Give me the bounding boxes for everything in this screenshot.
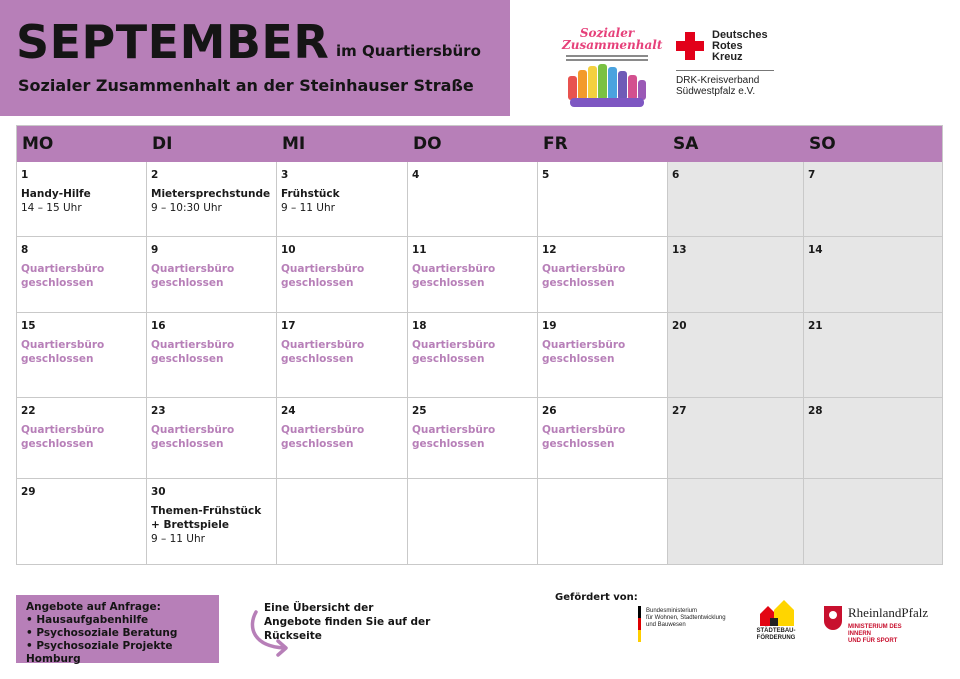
day-number: 8 xyxy=(21,244,29,256)
day-number: 18 xyxy=(412,320,427,332)
calendar-day-cell xyxy=(668,237,804,313)
office-closed-note: Quartiersbüro geschlossen xyxy=(542,424,626,450)
weekday-di: DI xyxy=(152,134,173,154)
calendar-day-cell xyxy=(668,479,804,564)
office-closed-note: Quartiersbüro geschlossen xyxy=(412,424,496,450)
weekday-mo: MO xyxy=(22,134,54,154)
calendar-day-cell xyxy=(277,237,408,313)
calendar-day-cell xyxy=(538,398,668,479)
logo-text-line1: Sozialer xyxy=(579,26,635,40)
day-number: 30 xyxy=(151,486,166,498)
day-number: 2 xyxy=(151,169,159,181)
day-number: 1 xyxy=(21,169,29,181)
calendar-day-cell xyxy=(408,398,538,479)
calendar-day-cell xyxy=(17,313,147,398)
rlp-ministry: MINISTERIUM DES INNERN UND FÜR SPORT xyxy=(848,624,902,644)
day-number: 4 xyxy=(412,169,420,181)
offer-item: • Psychosoziale Projekte Homburg xyxy=(26,640,209,666)
sozialer-zusammenhalt-logo xyxy=(562,26,663,108)
office-closed-note: Quartiersbüro geschlossen xyxy=(281,263,365,289)
office-closed-note: Quartiersbüro geschlossen xyxy=(412,263,496,289)
calendar-day-cell xyxy=(147,479,277,564)
office-closed-note: Quartiersbüro geschlossen xyxy=(21,339,105,365)
calendar-day-cell xyxy=(277,162,408,237)
office-closed-note: Quartiersbüro geschlossen xyxy=(281,339,365,365)
day-number: 13 xyxy=(672,244,687,256)
month-title: SEPTEMBER xyxy=(16,15,330,69)
logo-text-line2: Zusammenhalt xyxy=(562,38,663,52)
coat-of-arms-icon xyxy=(824,606,842,630)
german-flag-icon xyxy=(638,606,641,642)
hands-logo-graphic xyxy=(562,62,652,110)
office-closed-note: Quartiersbüro geschlossen xyxy=(151,424,235,450)
drk-divider xyxy=(676,70,774,71)
event-time: 9 – 10:30 Uhr xyxy=(151,202,222,214)
event-time: 9 – 11 Uhr xyxy=(281,202,335,214)
calendar-day-cell xyxy=(408,162,538,237)
drk-name: Deutsches Rotes Kreuz xyxy=(712,29,768,63)
day-number: 28 xyxy=(808,405,823,417)
page-subtitle: Sozialer Zusammenhalt an der Steinhauser Straße xyxy=(18,76,474,95)
calendar-day-cell xyxy=(277,479,408,564)
calendar-day-cell xyxy=(147,162,277,237)
day-number: 27 xyxy=(672,405,687,417)
day-number: 15 xyxy=(21,320,36,332)
place-label: im Quartiersbüro xyxy=(336,42,481,60)
calendar-day-cell xyxy=(668,162,804,237)
day-number: 5 xyxy=(542,169,550,181)
weekday-sa: SA xyxy=(673,134,699,154)
staedtebau-text: STÄDTEBAU- FÖRDERUNG xyxy=(756,628,796,641)
rlp-name: RheinlandPfalz xyxy=(848,605,929,620)
event-time: 14 – 15 Uhr xyxy=(21,202,82,214)
calendar-day-cell xyxy=(17,479,147,564)
calendar-day-cell xyxy=(668,313,804,398)
calendar-day-cell xyxy=(804,313,942,398)
day-number: 29 xyxy=(21,486,36,498)
office-closed-note: Quartiersbüro geschlossen xyxy=(21,424,105,450)
day-number: 26 xyxy=(542,405,557,417)
calendar-day-cell xyxy=(147,313,277,398)
day-number: 7 xyxy=(808,169,816,181)
event-time: 9 – 11 Uhr xyxy=(151,533,205,545)
day-number: 6 xyxy=(672,169,680,181)
day-number: 23 xyxy=(151,405,166,417)
office-closed-note: Quartiersbüro geschlossen xyxy=(281,424,365,450)
calendar-day-cell xyxy=(17,162,147,237)
rheinland-pfalz-logo xyxy=(824,604,929,644)
event-title: Frühstück xyxy=(281,188,340,200)
bmwsb-text: Bundesministerium für Wohnen, Stadtentwicklung und Bauwesen xyxy=(646,608,726,628)
office-closed-note: Quartiersbüro geschlossen xyxy=(412,339,496,365)
offers-box xyxy=(16,595,219,663)
event-title: Mietersprechstunde xyxy=(151,188,271,200)
calendar-day-cell xyxy=(408,237,538,313)
day-number: 25 xyxy=(412,405,427,417)
calendar-day-cell xyxy=(538,162,668,237)
calendar-day-cell xyxy=(538,313,668,398)
day-number: 17 xyxy=(281,320,296,332)
calendar-day-cell xyxy=(668,398,804,479)
calendar-day-cell xyxy=(804,237,942,313)
calendar-day-cell xyxy=(538,479,668,564)
event-title: Handy-Hilfe xyxy=(21,188,91,200)
office-closed-note: Quartiersbüro geschlossen xyxy=(542,339,626,365)
calendar-day-cell xyxy=(804,479,942,564)
funded-by-label: Gefördert von: xyxy=(555,592,638,603)
calendar-day-cell xyxy=(408,479,538,564)
day-number: 3 xyxy=(281,169,289,181)
weekday-so: SO xyxy=(809,134,836,154)
day-number: 24 xyxy=(281,405,296,417)
day-number: 21 xyxy=(808,320,823,332)
calendar-day-cell xyxy=(277,313,408,398)
calendar-day-cell xyxy=(538,237,668,313)
day-number: 9 xyxy=(151,244,159,256)
offers-title: Angebote auf Anfrage: xyxy=(26,601,161,613)
staedtebaufoerderung-logo xyxy=(756,600,796,648)
calendar-day-cell xyxy=(147,398,277,479)
weekday-header xyxy=(17,126,942,162)
calendar-day-cell xyxy=(17,237,147,313)
day-number: 16 xyxy=(151,320,166,332)
day-number: 14 xyxy=(808,244,823,256)
office-closed-note: Quartiersbüro geschlossen xyxy=(542,263,626,289)
office-closed-note: Quartiersbüro geschlossen xyxy=(151,339,235,365)
weekday-do: DO xyxy=(413,134,442,154)
day-number: 19 xyxy=(542,320,557,332)
calendar-day-cell xyxy=(804,398,942,479)
office-closed-note: Quartiersbüro geschlossen xyxy=(21,263,105,289)
calendar-day-cell xyxy=(147,237,277,313)
weekday-fr: FR xyxy=(543,134,568,154)
event-title: Themen-Frühstück + Brettspiele xyxy=(151,505,262,531)
day-number: 10 xyxy=(281,244,296,256)
day-number: 20 xyxy=(672,320,687,332)
bmwsb-logo xyxy=(638,606,738,646)
drk-subtitle: DRK-Kreisverband Südwestpfalz e.V. xyxy=(676,75,760,97)
day-number: 12 xyxy=(542,244,557,256)
calendar-day-cell xyxy=(408,313,538,398)
calendar-day-cell xyxy=(277,398,408,479)
office-closed-note: Quartiersbüro geschlossen xyxy=(151,263,235,289)
red-cross-icon xyxy=(676,32,704,60)
day-number: 11 xyxy=(412,244,427,256)
day-number: 22 xyxy=(21,405,36,417)
offer-item: • Psychosoziale Beratung xyxy=(26,627,209,640)
calendar-day-cell xyxy=(17,398,147,479)
overview-note: Eine Übersicht der Angebote finden Sie auf der Rückseite xyxy=(264,602,431,642)
header-banner xyxy=(0,0,510,116)
weekday-mi: MI xyxy=(282,134,306,154)
calendar-day-cell xyxy=(804,162,942,237)
house-icon xyxy=(756,600,796,628)
offer-item: • Hausaufgabenhilfe xyxy=(26,614,209,627)
calendar-grid xyxy=(16,125,943,565)
